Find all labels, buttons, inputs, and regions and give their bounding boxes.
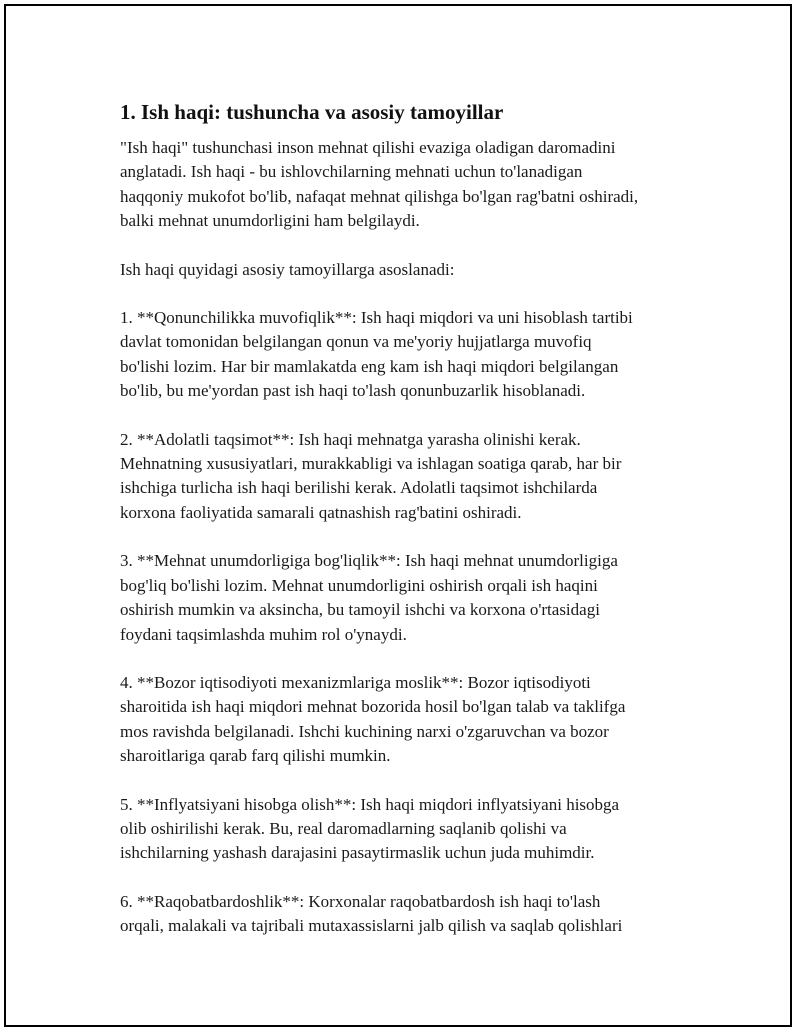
principle-6: 6. **Raqobatbardoshlik**: Korxonalar raqobatbardosh ish haqi to'lash orqali, malakali va tajribali mutaxassislarni jalb qilish va saqlab qolishlari (120, 891, 623, 936)
document-body (120, 98, 700, 963)
principle-1: 1. **Qonunchilikka muvofiqlik**: Ish haqi miqdori va uni hisoblash tartibi davlat tomonidan belgilangan qonun va me'yoriy hujjatlarga muvofiq bo'lishi lozim. Har bir mamlakatda eng kam ish haqi miqdori belgilangan bo'lib, bu me'yordan past ish haqi to'lash qonunbuzarlik hisoblanadi. (120, 308, 633, 401)
principle-4: 4. **Bozor iqtisodiyoti mexanizmlariga moslik**: Bozor iqtisodiyoti sharoitida ish haqi miqdori mehnat bozorida hosil bo'lgan talab va taklifga mos ravishda belgilanadi. Ishchi kuchining narxi o'zgaruvchan va bozor sharoitlariga qarab farq qilishi mumkin. (120, 672, 626, 766)
principle-3: 3. **Mehnat unumdorligiga bog'liqlik**: Ish haqi mehnat unumdorligiga bog'liq bo'lishi lozim. Mehnat unumdorligini oshirish orqali ish haqini oshirish mumkin va aksincha, bu tamoyil ishchi va korxona o'rtasidagi foydani taqsimlashda muhim rol o'ynaydi. (120, 551, 618, 644)
principle-5: 5. **Inflyatsiyani hisobga olish**: Ish haqi miqdori inflyatsiyani hisobga olib oshirilishi kerak. Bu, real daromadlarning saqlanib qolishi va ishchilarning yashash darajasini pasaytirmaslik uchun juda muhimdir. (120, 794, 620, 863)
intro-paragraph: "Ish haqi" tushunchasi inson mehnat qilishi evaziga oladigan daromadini anglatadi. Ish haqi - bu ishlovchilarning mehnati uchun to'lanadigan haqqoniy mukofot bo'lib, nafaqat mehnat qilishga bo'lgan rag'batni oshiradi, balki mehnat unumdorligini ham belgilaydi. (120, 138, 639, 231)
principles-intro: Ish haqi quyidagi asosiy tamoyillarga asoslanadi: (120, 259, 455, 279)
principle-2: 2. **Adolatli taqsimot**: Ish haqi mehnatga yarasha olinishi kerak. Mehnatning xususiyatlari, murakkabligi va ishlagan soatiga qarab, har bir ishchiga turlicha ish haqi berilishi kerak. Adolatli taqsimot ishchilarda korxona faoliyatida samarali qatnashish rag'batini oshiradi. (120, 429, 622, 522)
section-heading: 1. Ish haqi: tushuncha va asosiy tamoyillar (120, 100, 504, 124)
document-page (4, 4, 792, 1027)
